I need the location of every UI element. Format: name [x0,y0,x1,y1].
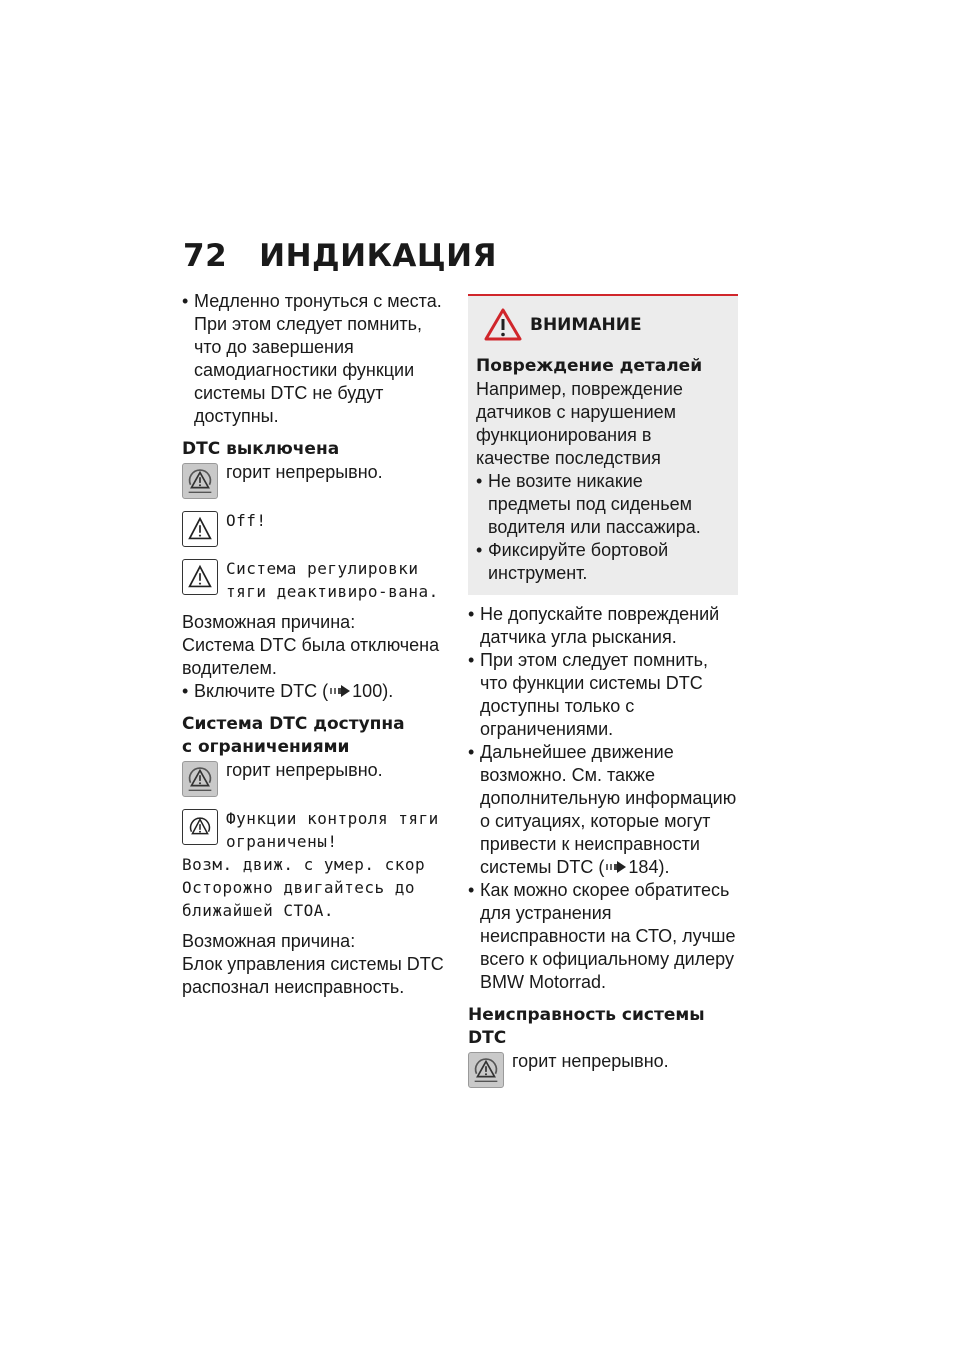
cause-label: Возможная причина: [182,931,356,951]
info-bullet: • При этом следует помнить, что функции системы DTC доступны только с ограничениями. [468,649,738,741]
intro-bullet: • Медленно тронуться с места. При этом следует помнить, что до завершения самодиагностики функции системы DTC не будут доступны. [182,290,450,428]
section-heading-dtc-limited-2: с ограничениями [182,737,350,757]
info-bullet: • Как можно скорее обратитесь для устранения неисправности на СТО, лучше всего к официальному дилеру BMW Motorrad. [468,879,738,994]
warning-heading: Повреждение деталей [476,356,703,376]
display-message: Система регулировки тяги деактивиро-вана. [226,559,439,601]
info-bullet: • Не допускайте повреждений датчика угла рыскания. [468,603,738,649]
display-message: Функции контроля тяги ограничены! [226,809,439,851]
page-number: 72 [183,238,228,274]
right-column [468,294,738,1088]
warning-triangle-icon [484,308,522,341]
info-bullet: • Дальнейшее движение возможно. См. также дополнительную информацию о ситуациях, которые могут привести к неисправности системы DTC ( 184). [468,741,738,879]
display-message: Off! [226,511,267,530]
lamp-row [182,759,450,797]
cause-label: Возможная причина: [182,612,356,632]
action-bullet: • Включите DTC ( 100). [182,680,450,703]
section-heading-dtc-fault-2: DTC [468,1028,507,1048]
page-title: ИНДИКАЦИЯ [259,238,497,274]
warning-bullet: • Фиксируйте бортовой инструмент. [476,539,730,585]
warning-label: ВНИМАНИЕ [530,314,642,335]
warning-box [468,294,738,595]
lamp-row [468,1050,738,1088]
arrow-right-icon [606,861,626,873]
display-message: Возм. движ. с умер. скор [182,855,426,874]
display-message-block [182,557,450,603]
lamp-status: горит непрерывно. [512,1051,669,1071]
display-row [182,509,450,547]
left-column [182,290,450,999]
warning-header [484,308,730,341]
warning-text: Например, повреждение датчиков с нарушением функционирования в качестве последствия [476,379,683,468]
section-heading-dtc-limited: Система DTC доступна [182,714,405,734]
page-header [183,238,497,274]
dtc-lamp-icon [468,1052,504,1088]
dtc-display-icon [182,809,218,845]
dtc-display-icon [182,511,218,547]
arrow-right-icon [330,685,350,697]
dtc-lamp-icon [182,463,218,499]
cause-text: Система DTC была отключена водителем. [182,635,440,678]
dtc-display-icon [182,559,218,595]
dtc-lamp-icon [182,761,218,797]
section-heading-dtc-off: DTC выключена [182,439,340,459]
lamp-status: горит непрерывно. [226,760,383,780]
display-message: Осторожно двигайтесь до ближайшей СТОА. [182,878,416,920]
warning-bullet: • Не возите никакие предметы под сиденьем водителя или пассажира. [476,470,730,539]
lamp-status: горит непрерывно. [226,462,383,482]
lamp-row [182,461,450,499]
page-reference[interactable]: 184). [628,857,670,877]
page-reference[interactable]: 100). [352,681,394,701]
display-message-block [182,807,450,922]
cause-text: Блок управления системы DTC распознал неисправность. [182,954,444,997]
section-heading-dtc-fault: Неисправность системы [468,1005,705,1025]
